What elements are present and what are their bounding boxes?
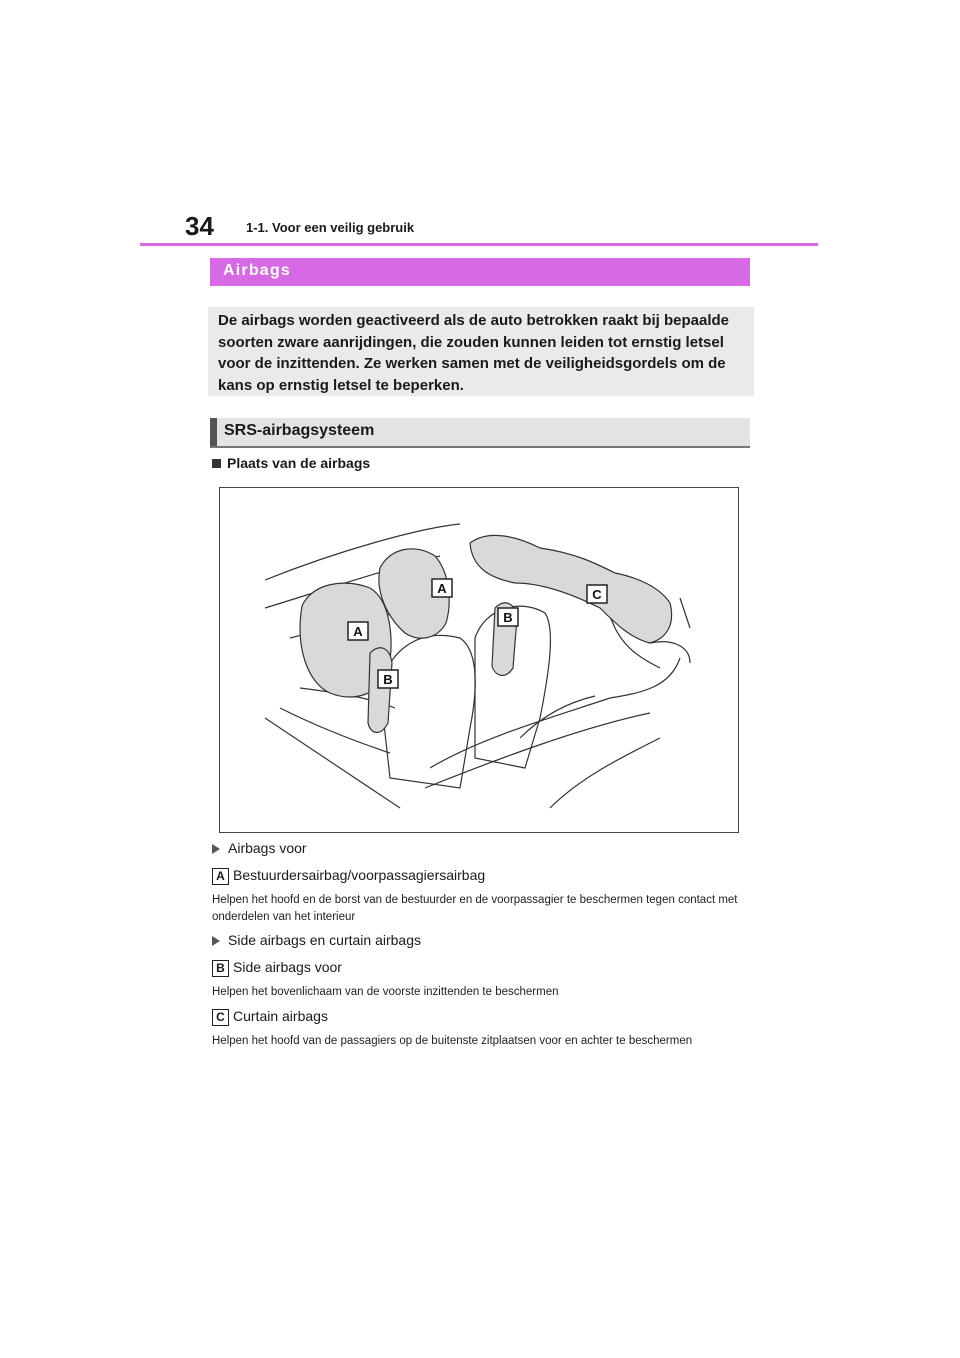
label-a-driver: A xyxy=(353,624,363,639)
label-a-passenger: A xyxy=(437,581,447,596)
driver-side-airbag-shape xyxy=(368,648,392,733)
letter-a-box: A xyxy=(212,868,229,885)
intro-box xyxy=(208,307,754,396)
subsection-heading xyxy=(212,455,370,471)
group-side-title: Side airbags en curtain airbags xyxy=(228,932,422,948)
group-side-curtain-airbags xyxy=(212,932,421,948)
item-a-description: Helpen het hoofd en de borst van de bestuurder en de voorpassagier te beschermen tegen contact met onderdelen van het interieur xyxy=(212,894,738,923)
section-title-bar xyxy=(210,418,750,448)
label-c: C xyxy=(592,587,602,602)
group-front-title: Airbags voor xyxy=(228,840,307,856)
triangle-bullet-icon xyxy=(212,936,220,946)
item-a-title: Bestuurdersairbag/voorpassagiersairbag xyxy=(233,867,486,883)
section-path: 1-1. Voor een veilig gebruik xyxy=(246,220,415,235)
item-b-description: Helpen het bovenlichaam van de voorste inzittenden te beschermen xyxy=(212,986,559,998)
item-a xyxy=(212,867,485,885)
triangle-bullet-icon xyxy=(212,844,220,854)
chapter-title: Airbags xyxy=(223,262,291,279)
header-rule xyxy=(140,243,818,246)
group-front-airbags xyxy=(212,840,307,856)
subsection-title: Plaats van de airbags xyxy=(227,455,371,471)
section-accent xyxy=(210,418,217,446)
section-title: SRS-airbagsysteem xyxy=(224,422,375,439)
letter-c-box: C xyxy=(212,1009,229,1026)
airbag-illustration xyxy=(219,487,739,833)
item-c xyxy=(212,1008,328,1026)
intro-text: De airbags worden geactiveerd als de auto betrokken raakt bij bepaalde soorten zware aanrijdingen, die zouden kunnen leiden tot ernstig letsel voor de inzittenden. Ze werken samen met de veiligheidsgordels om de kans op ernstig letsel te beperken. xyxy=(218,312,730,394)
letter-b-box: B xyxy=(212,960,229,977)
chapter-title-bar xyxy=(210,258,750,286)
item-c-title: Curtain airbags xyxy=(233,1008,328,1024)
square-bullet-icon xyxy=(212,459,221,468)
label-b-driver: B xyxy=(383,672,393,687)
page-number: 34 xyxy=(185,211,214,241)
item-b-title: Side airbags voor xyxy=(233,959,342,975)
car-interior-drawing xyxy=(220,488,738,832)
item-b xyxy=(212,959,342,977)
label-b-passenger: B xyxy=(503,610,513,625)
item-c-description: Helpen het hoofd van de passagiers op de buitenste zitplaatsen voor en achter te beschermen xyxy=(212,1035,693,1047)
